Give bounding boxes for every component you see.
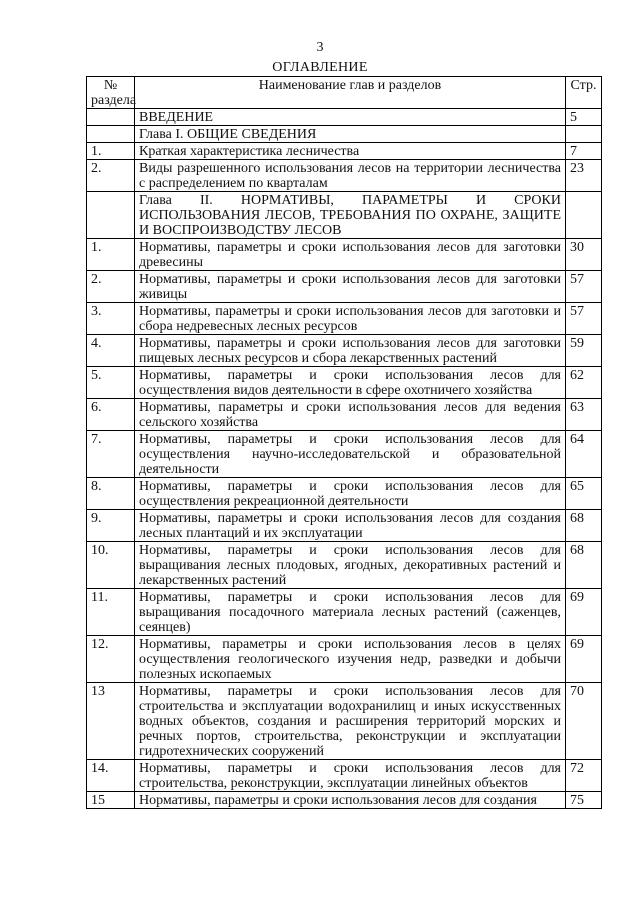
page-ref: 7 bbox=[566, 143, 602, 160]
section-number: 10. bbox=[87, 542, 135, 589]
page-ref: 72 bbox=[566, 760, 602, 792]
table-row bbox=[87, 636, 602, 683]
header-page-cell: Стр. bbox=[566, 77, 602, 109]
section-title: Глава I. ОБЩИЕ СВЕДЕНИЯ bbox=[135, 126, 566, 143]
section-title: Краткая характеристика лесничества bbox=[135, 143, 566, 160]
section-number bbox=[87, 109, 135, 126]
header-name-cell: Наименование глав и разделов bbox=[135, 77, 566, 109]
section-title: Нормативы, параметры и сроки использования лесов для создания bbox=[135, 792, 566, 809]
section-title: Нормативы, параметры и сроки использования лесов для ведения сельского хозяйства bbox=[135, 399, 566, 431]
section-number: 3. bbox=[87, 303, 135, 335]
table-row bbox=[87, 510, 602, 542]
table-row bbox=[87, 335, 602, 367]
table-row bbox=[87, 192, 602, 239]
section-number: 7. bbox=[87, 431, 135, 478]
section-number: 11. bbox=[87, 589, 135, 636]
section-title: Нормативы, параметры и сроки использования лесов для осуществления рекреационной деятельности bbox=[135, 478, 566, 510]
section-number: 1. bbox=[87, 239, 135, 271]
section-title: Глава II. НОРМАТИВЫ, ПАРАМЕТРЫ И СРОКИ ИСПОЛЬЗОВАНИЯ ЛЕСОВ, ТРЕБОВАНИЯ ПО ОХРАНЕ, ЗАЩИТЕ И ВОСПРОИЗВОДСТВУ ЛЕСОВ bbox=[135, 192, 566, 239]
section-title: Нормативы, параметры и сроки использования лесов для строительства, реконструкции, эксплуатации линейных объектов bbox=[135, 760, 566, 792]
page-ref: 75 bbox=[566, 792, 602, 809]
section-title: Нормативы, параметры и сроки использования лесов для осуществления научно-исследовательской и образовательной деятельности bbox=[135, 431, 566, 478]
toc-body bbox=[87, 109, 602, 809]
page-ref: 59 bbox=[566, 335, 602, 367]
page-ref bbox=[566, 192, 602, 239]
section-title: Нормативы, параметры и сроки использования лесов для заготовки живицы bbox=[135, 271, 566, 303]
page-ref: 68 bbox=[566, 510, 602, 542]
toc-table bbox=[86, 76, 602, 809]
page-number: 3 bbox=[316, 40, 324, 55]
table-row bbox=[87, 760, 602, 792]
header-number-label: раздела bbox=[91, 93, 137, 108]
page-ref: 70 bbox=[566, 683, 602, 760]
page-ref: 68 bbox=[566, 542, 602, 589]
section-title: Нормативы, параметры и сроки использования лесов для выращивания посадочного материала лесных растений (саженцев, сеянцев) bbox=[135, 589, 566, 636]
table-row bbox=[87, 160, 602, 192]
table-row bbox=[87, 542, 602, 589]
table-row bbox=[87, 271, 602, 303]
section-title: Нормативы, параметры и сроки использования лесов для строительства и эксплуатации водохранилищ и иных искусственных водных объектов, создания и расширения территорий морских и речных портов, строительства, реконструкции и эксплуатации гидротехнических сооружений bbox=[135, 683, 566, 760]
toc-header-row bbox=[87, 77, 602, 109]
section-title: ВВЕДЕНИЕ bbox=[135, 109, 566, 126]
table-row bbox=[87, 478, 602, 510]
table-row bbox=[87, 143, 602, 160]
section-title: Нормативы, параметры и сроки использования лесов для создания лесных плантаций и их эксплуатации bbox=[135, 510, 566, 542]
page-ref: 69 bbox=[566, 589, 602, 636]
page-ref bbox=[566, 126, 602, 143]
section-title: Нормативы, параметры и сроки использования лесов для заготовки древесины bbox=[135, 239, 566, 271]
page-ref: 23 bbox=[566, 160, 602, 192]
section-number: 9. bbox=[87, 510, 135, 542]
table-row bbox=[87, 109, 602, 126]
page-ref: 63 bbox=[566, 399, 602, 431]
table-row bbox=[87, 367, 602, 399]
page-ref: 69 bbox=[566, 636, 602, 683]
header-number-symbol: № bbox=[103, 78, 118, 93]
section-title: Нормативы, параметры и сроки использования лесов в целях осуществления геологического изучения недр, разведки и добычи полезных ископаемых bbox=[135, 636, 566, 683]
section-title: Виды разрешенного использования лесов на территории лесничества с распределением по кварталам bbox=[135, 160, 566, 192]
section-number: 12. bbox=[87, 636, 135, 683]
section-number: 8. bbox=[87, 478, 135, 510]
page-ref: 57 bbox=[566, 303, 602, 335]
header-number-cell bbox=[87, 77, 135, 109]
table-row bbox=[87, 589, 602, 636]
section-number bbox=[87, 126, 135, 143]
table-row bbox=[87, 126, 602, 143]
section-number: 13 bbox=[87, 683, 135, 760]
page-ref: 65 bbox=[566, 478, 602, 510]
page-ref: 64 bbox=[566, 431, 602, 478]
page-ref: 5 bbox=[566, 109, 602, 126]
table-row bbox=[87, 399, 602, 431]
section-number: 15 bbox=[87, 792, 135, 809]
table-row bbox=[87, 683, 602, 760]
table-row bbox=[87, 303, 602, 335]
table-row bbox=[87, 239, 602, 271]
section-number: 2. bbox=[87, 271, 135, 303]
table-row bbox=[87, 431, 602, 478]
page-title: ОГЛАВЛЕНИЕ bbox=[272, 60, 368, 75]
section-number: 4. bbox=[87, 335, 135, 367]
section-title: Нормативы, параметры и сроки использования лесов для заготовки пищевых лесных ресурсов и сбора лекарственных растений bbox=[135, 335, 566, 367]
section-number: 6. bbox=[87, 399, 135, 431]
section-number: 14. bbox=[87, 760, 135, 792]
section-title: Нормативы, параметры и сроки использования лесов для выращивания лесных плодовых, ягодных, декоративных растений и лекарственных растений bbox=[135, 542, 566, 589]
page-ref: 30 bbox=[566, 239, 602, 271]
section-number bbox=[87, 192, 135, 239]
section-title: Нормативы, параметры и сроки использования лесов для заготовки и сбора недревесных лесных ресурсов bbox=[135, 303, 566, 335]
section-title: Нормативы, параметры и сроки использования лесов для осуществления видов деятельности в сфере охотничего хозяйства bbox=[135, 367, 566, 399]
page-ref: 62 bbox=[566, 367, 602, 399]
section-number: 1. bbox=[87, 143, 135, 160]
section-number: 2. bbox=[87, 160, 135, 192]
page-ref: 57 bbox=[566, 271, 602, 303]
table-row bbox=[87, 792, 602, 809]
section-number: 5. bbox=[87, 367, 135, 399]
